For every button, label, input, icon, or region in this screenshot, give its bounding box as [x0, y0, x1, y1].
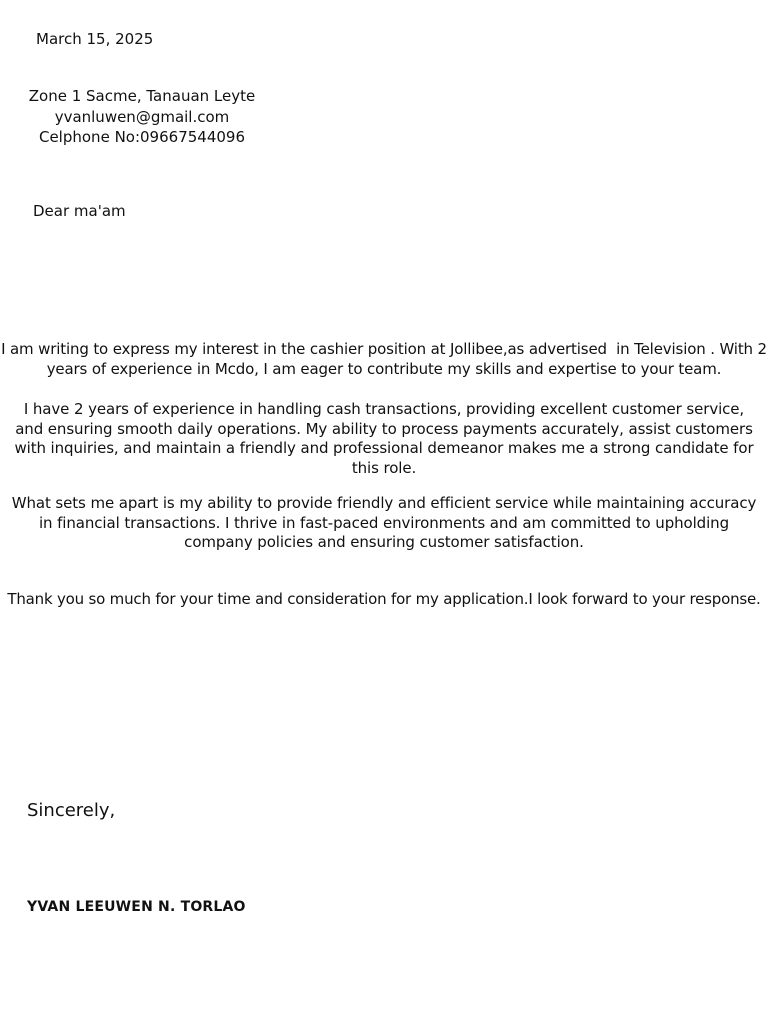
- salutation: Dear ma'am: [33, 202, 126, 220]
- sender-address: Zone 1 Sacme, Tanauan Leyte: [28, 87, 256, 105]
- closing: Sincerely,: [27, 800, 116, 821]
- body-paragraph-intro: I am writing to express my interest in the cashier position at Jollibee,as advertised in Television . With 2 years of experience in Mcdo, I am eager to contribute my skills and expertise to your team.: [1, 340, 767, 378]
- body-paragraph-experience: I have 2 years of experience in handling cash transactions, providing excellent customer service, and ensuring smooth daily operations. My ability to process payments accurately, assist customers with inquiries, and maintain a friendly and professional demeanor makes me a strong candidate for this role.: [14, 400, 754, 477]
- body-paragraph-strengths: What sets me apart is my ability to provide friendly and efficient service while maintaining accuracy in financial transactions. I thrive in fast-paced environments and am committed to upholding company policies and ensuring customer satisfaction.: [11, 494, 757, 551]
- sender-contact-block: [28, 86, 256, 148]
- sender-email: yvanluwen@gmail.com: [54, 107, 230, 126]
- body-paragraph-thanks: Thank you so much for your time and consideration for my application.I look forward to your response.: [7, 590, 761, 608]
- sender-phone: Celphone No:09667544096: [38, 128, 245, 146]
- signature-name: YVAN LEEUWEN N. TORLAO: [27, 899, 246, 915]
- letter-date: March 15, 2025: [36, 30, 154, 48]
